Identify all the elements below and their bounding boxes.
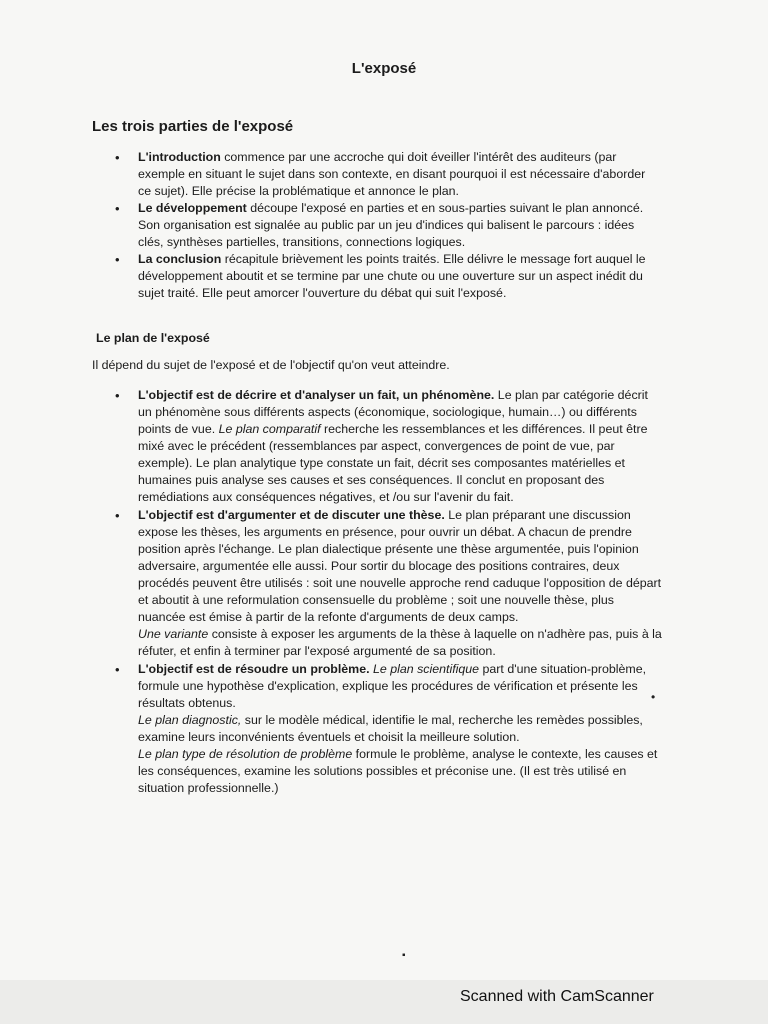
section2-heading: Le plan de l'exposé xyxy=(96,331,210,345)
list-item xyxy=(138,387,662,506)
objective-text: sur le modèle médical, identifie le mal, recherche les remèdes possibles, examine leurs inconvénients éventuels et choisit la meilleure solution. xyxy=(138,713,643,744)
objective-text: Le plan préparant une discussion expose les thèses, les arguments en présence, pour ouvrir un débat. A chacun de prendre position après l'échange. Le plan dialectique présente une thèse argumentée, puis l'opinion adversaire, argumentée elle aussi. Pour sortir du blocage des positions contraires, deux procédés peuvent être utilisés : soit une nouvelle approche rend caduque l'opposition de départ et aboutit à une reformulation consensuelle du problème ; soit une nouvelle thèse, plus nuancée est émise à partir de la refonte d'arguments de deux camps. xyxy=(138,508,662,624)
section2-intro: Il dépend du sujet de l'exposé et de l'objectif qu'on veut atteindre. xyxy=(92,358,450,372)
part-label: L'introduction xyxy=(138,150,221,164)
part-text: commence par une accroche qui doit éveiller l'intérêt des auditeurs (par exemple en situant le sujet dans son contexte, en disant pourquoi il est nécessaire d'aborder ce sujet). Elle précise la problématique et annonce le plan. xyxy=(138,150,646,198)
objectives-list xyxy=(138,387,662,797)
objective-italic: Le plan comparatif xyxy=(218,422,321,436)
parts-list xyxy=(138,149,658,302)
objective-label: L'objectif est de résoudre un problème. xyxy=(138,662,370,676)
objective-label: L'objectif est de décrire et d'analyser un fait, un phénomène. xyxy=(138,388,495,402)
list-item xyxy=(138,149,658,200)
list-item xyxy=(138,251,658,302)
part-label: Le développement xyxy=(138,201,247,215)
part-text: découpe l'exposé en parties et en sous-parties suivant le plan annoncé. Son organisation est signalée au public par un jeu d'indices qui balisent le parcours : idées clés, synthèses partielles, transitions, connections logiques. xyxy=(138,201,644,249)
objective-italic: Le plan diagnostic, xyxy=(138,713,242,727)
pen-dot-mark: ▪ xyxy=(402,950,406,961)
objective-italic: Le plan type de résolution de problème xyxy=(138,747,353,761)
part-label: La conclusion xyxy=(138,252,222,266)
objective-label: L'objectif est d'argumenter et de discuter une thèse. xyxy=(138,508,445,522)
objective-italic: Une variante xyxy=(138,627,209,641)
objective-italic: Le plan scientifique xyxy=(372,662,480,676)
pen-dot-mark: • xyxy=(651,690,656,704)
document-title: L'exposé xyxy=(351,60,417,77)
objective-text: recherche les ressemblances et les différences. Il peut être mixé avec le précédent (ressemblances par aspect, convergences de point de vue, par exemple). Le plan analytique type constate un fait, décrit ses composantes matérielles et humaines puis analyse ses causes et ses conséquences. Il conclut en proposant des remédiations aux conséquences négatives, et /ou sur l'avenir du fait. xyxy=(138,422,648,504)
section1-heading: Les trois parties de l'exposé xyxy=(92,118,294,135)
list-item xyxy=(138,661,662,797)
objective-text: consiste à exposer les arguments de la thèse à laquelle on n'adhère pas, puis à la réfuter, et enfin à terminer par l'exposé argumenté de sa position. xyxy=(138,627,662,658)
list-item xyxy=(138,200,658,251)
objective-text: formule le problème, analyse le contexte, les causes et les conséquences, examine les solutions possibles et préconise une. (Il est très utilisé en situation professionnelle.) xyxy=(138,747,658,795)
list-item xyxy=(138,507,662,660)
objective-text: Le plan par catégorie décrit un phénomène sous différents aspects (économique, sociologique, humain…) ou différents points de vue. xyxy=(138,388,648,436)
part-text: récapitule brièvement les points traités. Elle délivre le message fort auquel le développement aboutit et se termine par une chute ou une ouverture sur un aspect inédit du sujet traité. Elle peut amorcer l'ouverture du débat qui suit l'exposé. xyxy=(138,252,646,300)
scanner-watermark: Scanned with CamScanner xyxy=(460,988,654,1005)
objective-text: part d'une situation-problème, formule une hypothèse d'explication, explique les procédures de vérification et présente les résultats obtenus. xyxy=(138,662,647,710)
